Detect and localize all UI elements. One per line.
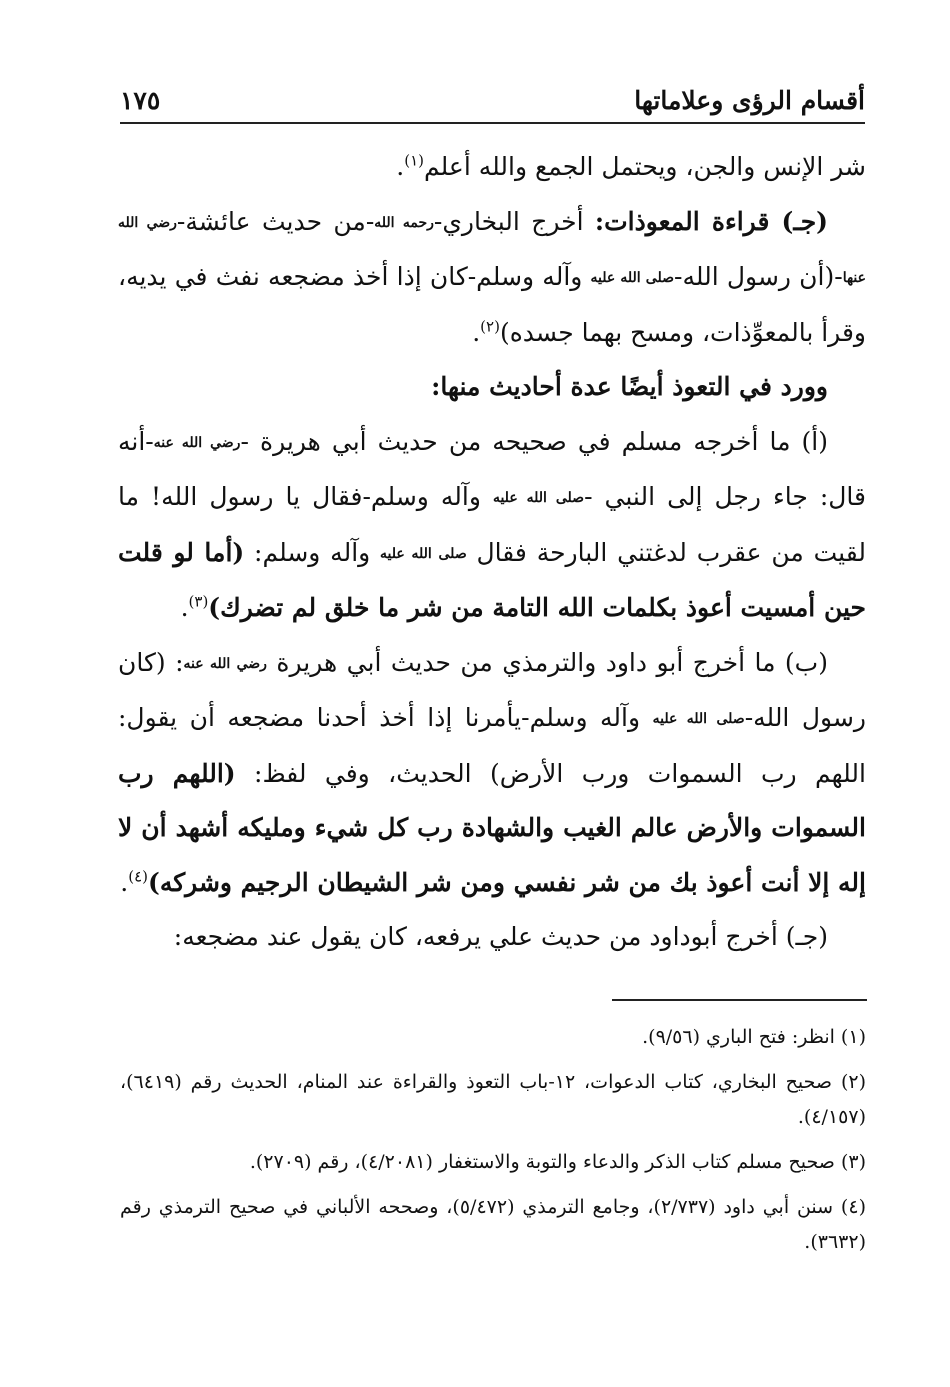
running-header (120, 78, 865, 122)
footnote-ref: (٣) (188, 592, 209, 611)
header-divider (120, 122, 865, 124)
section-label: (جـ) قراءة المعوذات: (594, 206, 828, 236)
footnote-ref: (١) (404, 151, 425, 170)
page-number: ١٧٥ (120, 85, 161, 115)
honorific-glyph: رضي الله عنه (153, 434, 241, 451)
hadith-quote: (اللهم رب السموات والأرض عالم الغيب والشهادة رب كل شيء ومليكه أشهد أن لا إله إلا أنت أعوذ بك من شر نفسي ومن شر الشيطان الرجيم وشركه) (118, 758, 866, 897)
paragraph-1: شر الإنس والجن، ويحتمل الجمع والله أعلم$^{(١)}$. (396, 151, 866, 181)
footnotes (120, 1020, 866, 1270)
hadith-quote: (أما لو قلت حين أمسيت أعوذ بكلمات الله التامة من شر ما خلق لم تضرك) (118, 537, 866, 622)
main-text (118, 140, 866, 965)
paragraph-2: (جـ) قراءة المعوذات: أخرج البخاري-رحمه الله-من حديث عائشة-رضي الله عنها-(أن رسول الله-صلى الله عليه وآله وسلم-كان إذا أخذ مضجعه نفث في يديه، وقرأ بالمعوِّذات، ومسح بهما جسده)$^{(٢)}$. (118, 206, 866, 347)
paragraph-5: (ب) ما أخرج أبو داود والترمذي من حديث أبي هريرة رضي الله عنه: (كان رسول الله-صلى الله عليه وآله وسلم-يأمرنا إذا أخذ أحدنا مضجعه أن يقول: اللهم رب السموات ورب الأرض) الحديث، وفي لفظ: (اللهم رب السموات والأرض عالم الغيب والشهادة رب كل شيء ومليكه أشهد أن لا إله إلا أنت أعوذ بك من شر نفسي ومن شر الشيطان الرجيم وشركه)$^{(٤)}$. (118, 647, 866, 897)
footnote-3: (٣) صحيح مسلم كتاب الذكر والدعاء والتوبة والاستغفار (٤/٢٠٨١)، رقم (٢٧٠٩). (249, 1151, 866, 1173)
honorific-glyph: رحمه الله (374, 214, 434, 231)
paragraph-3: وورد في التعوذ أيضًا عدة أحاديث منها: (431, 372, 828, 401)
chapter-title: أقسام الرؤى وعلاماتها (634, 85, 865, 115)
honorific-glyph: صلى الله عليه (380, 545, 467, 562)
honorific-glyph: صلى الله عليه (492, 490, 585, 506)
honorific-glyph: صلى الله عليه (652, 711, 745, 727)
paragraph-6: (جـ) أخرج أبوداود من حديث علي يرفعه، كان يقول عند مضجعه: (173, 922, 828, 951)
paragraph-4: (أ) ما أخرجه مسلم في صحيحه من حديث أبي هريرة -رضي الله عنه-أنه قال: جاء رجل إلى النبي -صلى الله عليه وآله وسلم-فقال يا رسول الله! ما لقيت من عقرب لدغتني البارحة فقال صلى الله عليه وآله وسلم: (أما لو قلت حين أمسيت أعوذ بكلمات الله التامة من شر ما خلق لم تضرك)$^{(٣)}$. (118, 426, 866, 622)
honorific-glyph: رضي الله عنه (183, 655, 267, 672)
honorific-glyph: صلى الله عليه (590, 270, 674, 286)
honorific-glyph: رضي الله عنها (118, 214, 866, 286)
footnote-divider (612, 999, 867, 1001)
footnote-1: (١) انظر: فتح الباري (٩/٥٦). (642, 1026, 866, 1048)
footnote-2: (٢) صحيح البخاري، كتاب الدعوات، ١٢-باب التعوذ والقراءة عند المنام، الحديث رقم (٦٤١٩)، (٤/١٥٧). (120, 1071, 866, 1128)
footnote-4: (٤) سنن أبي داود (٢/٧٣٧)، وجامع الترمذي (٥/٤٧٢)، وصححه الألباني في صحيح الترمذي رقم (٣٦٣٢). (120, 1196, 866, 1253)
footnote-ref: (٤) (128, 867, 149, 886)
footnote-ref: (٢) (480, 317, 500, 336)
